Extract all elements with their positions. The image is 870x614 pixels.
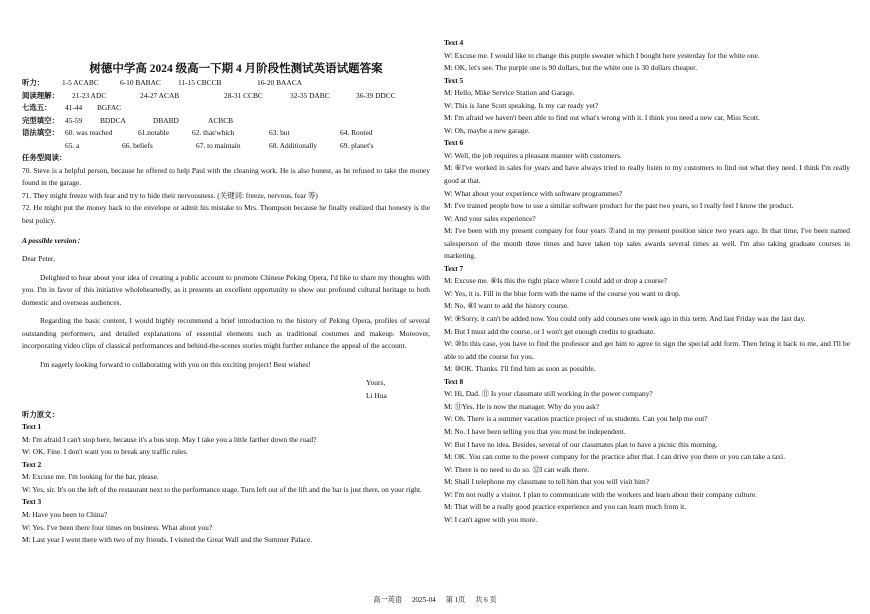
answer-item: 66. beliefs xyxy=(122,140,153,150)
essay-paragraph: Regarding the basic content, I would highly recommend a brief introduction to the history of Peking Opera, profiles of several outstanding performers, and detailed explanations of essential elements such as traditional costumes and makeup. Moreover, incorporating video clips of classical performances and behind-the-scenes stories might further enhance the appeal of the account. xyxy=(22,316,430,351)
dialogue-line: M: No, ⑧I want to add the history course. xyxy=(444,301,569,311)
dialogue-line: M: OK, let's see. The purple one is 90 dollars, but the white one is 30 dollars cheaper. xyxy=(444,63,698,73)
dialogue-line: M: ⑪Yes. He is now the manager. Why do you ask? xyxy=(444,401,600,411)
page-footer xyxy=(0,595,870,605)
text-label: Text 7 xyxy=(444,263,464,273)
dialogue-line: W: ⑩In this case, you have to find the professor and get him to agree to sign the special add form. Then bring it back to me, and I'll be able to add the course for you. xyxy=(444,339,850,361)
dialogue-line: W: Yes, it is. Fill in the blue form with the name of the course you want to drop. xyxy=(444,288,681,298)
answer-item: 68. Additionally xyxy=(269,140,318,150)
answer-group: DBABD xyxy=(153,115,179,125)
answer-group: BDDCA xyxy=(100,115,126,125)
dialogue-line: W: Excuse me. I would like to change this purple sweater which I bought here yesterday for the white one. xyxy=(444,50,760,60)
dialogue-line: W: Oh, maybe a new garage. xyxy=(444,125,530,135)
answers-reading xyxy=(22,90,430,103)
answer-group: 28-31 CCBC xyxy=(224,90,263,100)
answer-group: 1-5 ACABC xyxy=(62,78,99,87)
dialogue-line: M: Hello, Mike Service Station and Garage. xyxy=(444,88,575,98)
text-label: Text 5 xyxy=(444,75,464,85)
task-answer: 72. He might put the money back to the envelope or admit his mistake to Mrs. Thompson because he finally realized that honesty is the best policy. xyxy=(22,203,430,226)
essay-closing: Yours, xyxy=(366,378,386,388)
answer-item: 69. planet's xyxy=(340,140,374,150)
essay-paragraph: I'm eagerly looking forward to collaborating with you on this exciting project! Best wishes! xyxy=(40,359,311,369)
answer-group: 45-59 xyxy=(65,115,83,125)
essay-signature: Li Hua xyxy=(366,391,387,401)
dialogue-line: W: Well, the job requires a pleasant manner with customers. xyxy=(444,150,622,160)
answer-group: 6-10 BABAC xyxy=(120,78,161,87)
task-answer: 70. Steve is a helpful person, because he offered to help Paul with the cleaning work. He is also honest, as he refused to take the money found in the garage. xyxy=(22,165,430,188)
dialogue-line: W: I can't agree with you more. xyxy=(444,514,538,524)
answer-group: BGFAC xyxy=(97,103,122,113)
dialogue-line: W: Yes. I've been there four times on business. What about you? xyxy=(22,522,213,532)
text-label: Text 4 xyxy=(444,38,464,47)
answers-listening xyxy=(22,77,430,90)
text-label: Text 6 xyxy=(444,138,464,148)
answer-group: 16-20 BAACA xyxy=(257,78,302,87)
dialogue-line: W: What about your experience with software programmes? xyxy=(444,188,623,198)
dialogue-line: W: There is no need to do so. ⑫I can walk there. xyxy=(444,464,590,474)
dialogue-line: M: I've trained people how to use a similar software product for the past two years, so I really feel I know the product. xyxy=(444,201,794,211)
dialogue-line: M: OK. You can come to the power company for the practice after that. I can drive you there or you can take a taxi. xyxy=(444,452,786,462)
answer-group: 21-23 ADC xyxy=(72,90,107,100)
answer-group: ACBCB xyxy=(208,115,234,125)
left-column xyxy=(22,0,430,547)
dialogue-line: M: But I must add the course, or I won't get enough credits to graduate. xyxy=(444,326,656,336)
dialogue-line: M: I'm afraid I can't stop here, because it's a bus stop. May I take you a little farther down the road? xyxy=(22,434,317,444)
reading-label: 阅读理解： xyxy=(22,90,59,100)
dialogue-line: M: ⑩OK. Thanks. I'll find him as soon as possible. xyxy=(444,364,596,374)
answer-group: 41-44 xyxy=(65,103,83,113)
essay-heading: A possible version： xyxy=(22,235,85,245)
essay-paragraph: Delighted to hear about your idea of creating a public account to promote Chinese Peking Opera, I'd like to share my thoughts with you. I'm in favor of this initiative wholeheartedly, as it presents an excellent opportunity to show our profound cultural heritage to both domestic and overseas audiences. xyxy=(22,272,430,307)
dialogue-line: M: Shall I telephone my classmate to tell him that you will visit him? xyxy=(444,477,650,487)
listening-label: 听力： xyxy=(22,78,45,87)
dialogue-line: M: Excuse me. I'm looking for the bar, please. xyxy=(22,472,159,482)
answer-item: 60. was reached xyxy=(65,128,113,138)
answer-group: 32-35 DABC xyxy=(290,90,330,100)
answers-seven xyxy=(22,102,430,115)
transcript-label: 听力原文： xyxy=(22,409,59,419)
answer-item: 67. to maintain xyxy=(196,140,241,150)
dialogue-line: M: ⑥I've worked in sales for years and have always tried to really listen to my customers to find out what they need. I think I'm really good at that. xyxy=(444,163,850,186)
dialogue-line: W: ⑨Sorry, it can't be added now. You could only add courses one week ago in this term. And last Friday was the last day. xyxy=(444,314,806,324)
dialogue-line: W: OK. Fine. I don't want you to break any traffic rules. xyxy=(22,447,188,457)
task-answer: 71. They might freeze with fear and try to hide their nervousness. (关键词: freeze, nervous, fear 等) xyxy=(22,190,318,200)
dialogue-line: M: I'm afraid we haven't been able to find out what's wrong with it. I think you need a new car, Miss Scott. xyxy=(444,113,760,123)
grammar-label: 语法填空： xyxy=(22,128,59,138)
cloze-label: 完型填空： xyxy=(22,115,59,125)
text-label: Text 1 xyxy=(22,422,42,432)
answer-group: 11-15 CBCCB xyxy=(178,78,222,87)
dialogue-line: M: Last year I went there with two of my friends. I visited the Great Wall and the Summer Palace. xyxy=(22,535,313,545)
answer-item: 65. a xyxy=(65,140,80,150)
dialogue-line: M: Have you been to China? xyxy=(22,509,108,519)
dialogue-line: W: This is Jane Scott speaking. Is my car ready yet? xyxy=(444,100,599,110)
footer-total: 共 6 页 xyxy=(475,596,497,604)
footer-subject: 高一英语 xyxy=(373,596,403,604)
answers-cloze xyxy=(22,115,430,128)
answer-group: 24-27 ACAB xyxy=(140,90,180,100)
dialogue-line: W: Hi, Dad. ⑪ Is your classmate still working in the power company? xyxy=(444,389,653,399)
right-column xyxy=(444,37,850,526)
dialogue-line: W: I'm not really a visitor. I plan to communicate with the workers and learn about their company culture. xyxy=(444,489,758,499)
answer-item: 62. that/which xyxy=(192,128,235,138)
page-title: 树德中学高 2024 级高一下期 4 月阶段性测试英语试题答案 xyxy=(89,63,383,75)
dialogue-line: W: Yes, sir. It's on the left of the restaurant next to the performance stage. Turn left out of the lift and the bar is just there, on your right. xyxy=(22,484,422,494)
text-label: Text 8 xyxy=(444,376,464,386)
answer-group: 36-39 DDCC xyxy=(356,90,396,100)
dialogue-line: M: That will be a really good practice experience and you can learn much from it. xyxy=(444,502,687,512)
dialogue-line: W: Oh. There is a summer vacation practice project of us students. Can you help me out? xyxy=(444,414,708,424)
essay-greeting: Dear Peter, xyxy=(22,254,55,264)
footer-date: 2025-04 xyxy=(411,596,436,604)
dialogue-line: M: No. I have been telling you that you must be independent. xyxy=(444,426,626,436)
text-label: Text 2 xyxy=(22,459,42,469)
answers-grammar-2 xyxy=(22,140,430,153)
dialogue-line: M: I've been with my present company for four years ⑦and in my present position since two years ago. In that time, I've been named salesperson of the month three times and have taken top sales awards several times as well. I'm also taking graduate courses in marketing. xyxy=(444,226,850,261)
text-label: Text 3 xyxy=(22,497,42,507)
answer-item: 61.notable xyxy=(138,128,169,138)
dialogue-line: W: But I have no idea. Besides, several of our classmates plan to have a picnic this morning. xyxy=(444,439,718,449)
answer-item: 63. but xyxy=(269,128,290,138)
answer-item: 64. Rooted xyxy=(340,128,373,138)
dialogue-line: W: And your sales experience? xyxy=(444,213,536,223)
seven-label: 七选五： xyxy=(22,103,52,113)
task-label: 任务型阅读： xyxy=(22,153,67,163)
dialogue-line: M: Excuse me. ⑧Is this the right place where I could add or drop a course? xyxy=(444,276,667,286)
footer-page: 第 1页 xyxy=(445,596,466,604)
answers-grammar-1 xyxy=(22,127,430,140)
